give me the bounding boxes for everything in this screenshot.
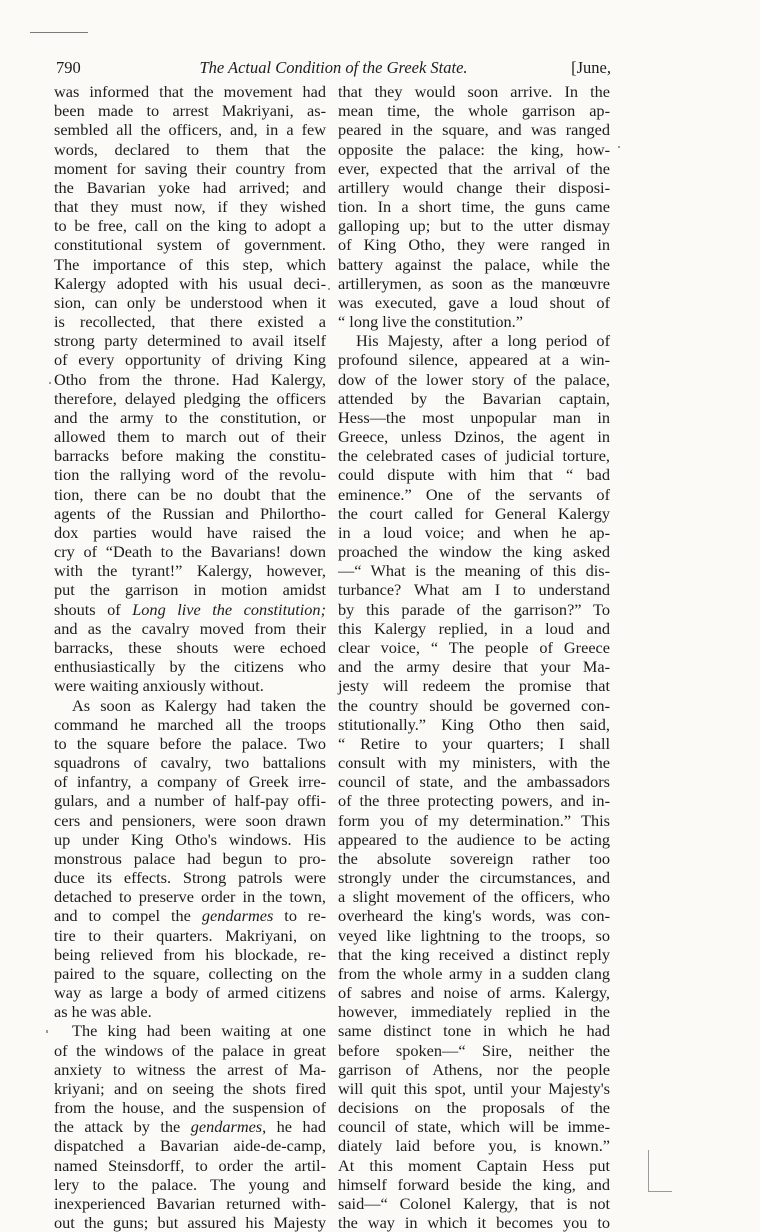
text-line: battery against the palace, while the xyxy=(338,254,610,274)
text-line: anxiety to witness the arrest of Ma- xyxy=(54,1059,326,1079)
text-line: that they would soon arrive. In the xyxy=(338,82,610,101)
text-line: named Steinsdorff, to order the artil- xyxy=(54,1155,326,1175)
text-line: before spoken—“ Sire, neither the xyxy=(338,1040,610,1060)
text-line: were waiting anxiously without. xyxy=(54,676,264,696)
text-line: The king had been waiting at one xyxy=(72,1021,326,1041)
page-header xyxy=(56,58,611,84)
text-line: eminence.” One of the servants of xyxy=(338,484,610,504)
text-line: duce its effects. Strong patrols were xyxy=(54,868,326,888)
text-line: council of state, which will be imme- xyxy=(338,1117,610,1137)
text-line: artillery would change their disposi- xyxy=(338,177,610,197)
text-line: that they must now, if they wished xyxy=(54,197,326,217)
text-line: Kalergy adopted with his usual deci- xyxy=(54,273,326,293)
text-line: tion the rallying word of the revolu- xyxy=(54,465,326,485)
text-line: from the house, and the suspension of xyxy=(54,1098,326,1118)
text-line: strong party determined to avail itself xyxy=(54,331,326,351)
text-line: same distinct tone in which he had xyxy=(338,1021,610,1041)
text-line: tion, there can be no doubt that the xyxy=(54,484,326,504)
text-line: of infantry, a company of Greek irre- xyxy=(54,772,326,792)
text-line: veyed like lightning to the troops, so xyxy=(338,925,610,945)
text-line: “ long live the constitution.” xyxy=(338,312,523,332)
text-line: to be free, call on the king to adopt a xyxy=(54,216,326,236)
text-line: and the army to the constitution, or xyxy=(54,407,326,427)
text-line: and as the cavalry moved from their xyxy=(54,618,326,638)
text-line: command he marched all the troops xyxy=(54,714,326,734)
text-line: sembled all the officers, and, in a few xyxy=(54,120,326,140)
corner-mark xyxy=(648,1150,649,1192)
text-line: ever, expected that the arrival of the xyxy=(338,158,610,178)
text-line: being relieved from his blockade, re- xyxy=(54,944,326,964)
text-line: the celebrated cases of judicial torture, xyxy=(338,446,610,466)
text-line: of every opportunity of driving King xyxy=(54,350,326,370)
text-line: the Bavarian yoke had arrived; and xyxy=(54,177,326,197)
text-line: of sabres and noise of arms. Kalergy, xyxy=(338,983,610,1003)
text-line: in a loud voice; and when he ap- xyxy=(338,522,610,542)
text-line: was informed that the movement had xyxy=(54,82,326,101)
text-line: from the whole army in a sudden clang xyxy=(338,963,610,983)
text-line: out the guns; but assured his Majesty xyxy=(54,1213,326,1232)
text-line: the country should be governed con- xyxy=(338,695,610,715)
text-line: way as large a body of armed citizens xyxy=(54,983,326,1003)
text-line: of King Otho, they were ranged in xyxy=(338,235,610,255)
text-line: a slight movement of the officers, who xyxy=(338,887,610,907)
text-line: kriyani; and on seeing the shots fired xyxy=(54,1078,326,1098)
corner-mark xyxy=(648,1191,672,1192)
text-line: of the windows of the palace in great xyxy=(54,1040,326,1060)
text-line: and to compel the gendarmes to re- xyxy=(54,906,327,926)
text-line: cry of “Death to the Bavarians! down xyxy=(54,542,326,562)
ink-speck xyxy=(46,1030,48,1033)
text-line: however, immediately replied in the xyxy=(338,1002,610,1022)
text-line: barracks before making the constitu- xyxy=(54,446,326,466)
text-line: that the king received a distinct reply xyxy=(338,944,610,964)
text-line: clear voice, “ The people of Greece xyxy=(338,637,610,657)
text-line: At this moment Captain Hess put xyxy=(338,1155,610,1175)
text-line: form you of my determination.” This xyxy=(338,810,610,830)
text-line: sion, can only be understood when it xyxy=(54,292,326,312)
text-line: shouts of Long live the constitution; xyxy=(54,599,326,619)
text-line: profound silence, appeared at a win- xyxy=(338,350,610,370)
text-line: cers and pensioners, were soon drawn xyxy=(54,810,326,830)
text-line: jesty will redeem the promise that xyxy=(338,676,610,696)
text-line: lery to the palace. The young and xyxy=(54,1174,326,1194)
top-rule xyxy=(30,32,88,33)
text-line: His Majesty, after a long period of xyxy=(356,331,610,351)
text-line: up under King Otho's windows. His xyxy=(54,829,326,849)
text-line: as he was able. xyxy=(54,1002,152,1022)
text-line: detached to preserve order in the town, xyxy=(54,887,326,907)
section-mark: [June, xyxy=(571,58,611,77)
text-line: Greece, unless Dzinos, the agent in xyxy=(338,427,610,447)
text-line: —“ What is the meaning of this dis- xyxy=(338,561,610,581)
text-line: and the army desire that your Ma- xyxy=(338,657,610,677)
text-line: strongly under the circumstances, and xyxy=(338,868,610,888)
text-line: been made to arrest Makriyani, as- xyxy=(54,101,326,121)
text-line: monstrous palace had begun to pro- xyxy=(54,848,326,868)
text-line: gulars, and a number of half-pay offi- xyxy=(54,791,326,811)
ink-speck xyxy=(49,382,51,384)
text-line: Hess—the most unpopular man in xyxy=(338,407,610,427)
text-line: words, declared to them that the xyxy=(54,139,326,159)
text-line: by this parade of the garrison?” To xyxy=(338,599,610,619)
text-line: the way in which it becomes you to xyxy=(338,1213,610,1232)
text-line: is recollected, that there existed a xyxy=(54,312,326,332)
text-line: inexperienced Bavarian returned with- xyxy=(54,1193,326,1213)
text-line: decisions on the proposals of the xyxy=(338,1098,610,1118)
running-title: The Actual Condition of the Greek State. xyxy=(199,58,468,77)
ink-speck xyxy=(618,146,620,148)
text-line: dox parties would have raised the xyxy=(54,522,326,542)
text-line: peared in the square, and was ranged xyxy=(338,120,610,140)
text-line: tion. In a short time, the guns came xyxy=(338,197,610,217)
text-line: overheard the king's words, was con- xyxy=(338,906,610,926)
text-line: with the tyrant!” Kalergy, however, xyxy=(54,561,326,581)
text-line: constitutional system of government. xyxy=(54,235,326,255)
text-line: dow of the lower story of the palace, xyxy=(338,369,610,389)
text-line: opposite the palace: the king, how- xyxy=(338,139,610,159)
text-line: council of state, and the ambassadors xyxy=(338,772,610,792)
text-line: artillerymen, as soon as the manœuvre xyxy=(338,273,610,293)
text-line: tire to their quarters. Makriyani, on xyxy=(54,925,326,945)
text-line: galloping up; but to the utter dismay xyxy=(338,216,610,236)
text-line: of the three protecting powers, and in- xyxy=(338,791,610,811)
text-line: squadrons of cavalry, two battalions xyxy=(54,753,326,773)
text-line: “ Retire to your quarters; I shall xyxy=(338,733,610,753)
text-line: this Kalergy replied, in a loud and xyxy=(338,618,610,638)
text-line: put the garrison in motion amidst xyxy=(54,580,326,600)
text-line: said—“ Colonel Kalergy, that is not xyxy=(338,1193,610,1213)
text-line: barracks, these shouts were echoed xyxy=(54,637,326,657)
right-column xyxy=(338,82,610,1232)
text-line: Otho from the throne. Had Kalergy, xyxy=(54,369,326,389)
text-line: turbance? What am I to understand xyxy=(338,580,610,600)
text-line: mean time, the whole garrison ap- xyxy=(338,101,610,121)
text-line: stitutionally.” King Otho then said, xyxy=(338,714,610,734)
text-line: moment for saving their country from xyxy=(54,158,326,178)
text-line: could dispute with him that “ bad xyxy=(338,465,610,485)
text-line: consult with my ministers, with the xyxy=(338,753,610,773)
text-line: attended by the Bavarian captain, xyxy=(338,388,610,408)
text-line: garrison of Athens, nor the people xyxy=(338,1059,610,1079)
text-line: appeared to the audience to be acting xyxy=(338,829,610,849)
text-line: was executed, gave a loud shout of xyxy=(338,292,610,312)
text-line: to the square before the palace. Two xyxy=(54,733,326,753)
text-line: the absolute sovereign rather too xyxy=(338,848,610,868)
left-column xyxy=(54,82,326,1232)
text-line: dispatched a Bavarian aide-de-camp, xyxy=(54,1136,326,1156)
text-line: himself forward beside the king, and xyxy=(338,1174,610,1194)
ink-speck xyxy=(328,288,330,290)
text-line: paired to the square, collecting on the xyxy=(54,963,326,983)
text-line: the attack by the gendarmes, he had xyxy=(54,1117,326,1137)
text-line: therefore, delayed pledging the officers xyxy=(54,388,326,408)
text-line: allowed them to march out of their xyxy=(54,427,326,447)
text-line: diately laid before you, is known.” xyxy=(338,1136,610,1156)
text-line: will quit this spot, until your Majesty's xyxy=(338,1078,610,1098)
text-line: proached the window the king asked xyxy=(338,542,610,562)
text-line: agents of the Russian and Philortho- xyxy=(54,503,326,523)
text-line: enthusiastically by the citizens who xyxy=(54,657,326,677)
text-line: the court called for General Kalergy xyxy=(338,503,610,523)
text-line: The importance of this step, which xyxy=(54,254,326,274)
text-line: As soon as Kalergy had taken the xyxy=(72,695,326,715)
page-number: 790 xyxy=(56,58,81,77)
